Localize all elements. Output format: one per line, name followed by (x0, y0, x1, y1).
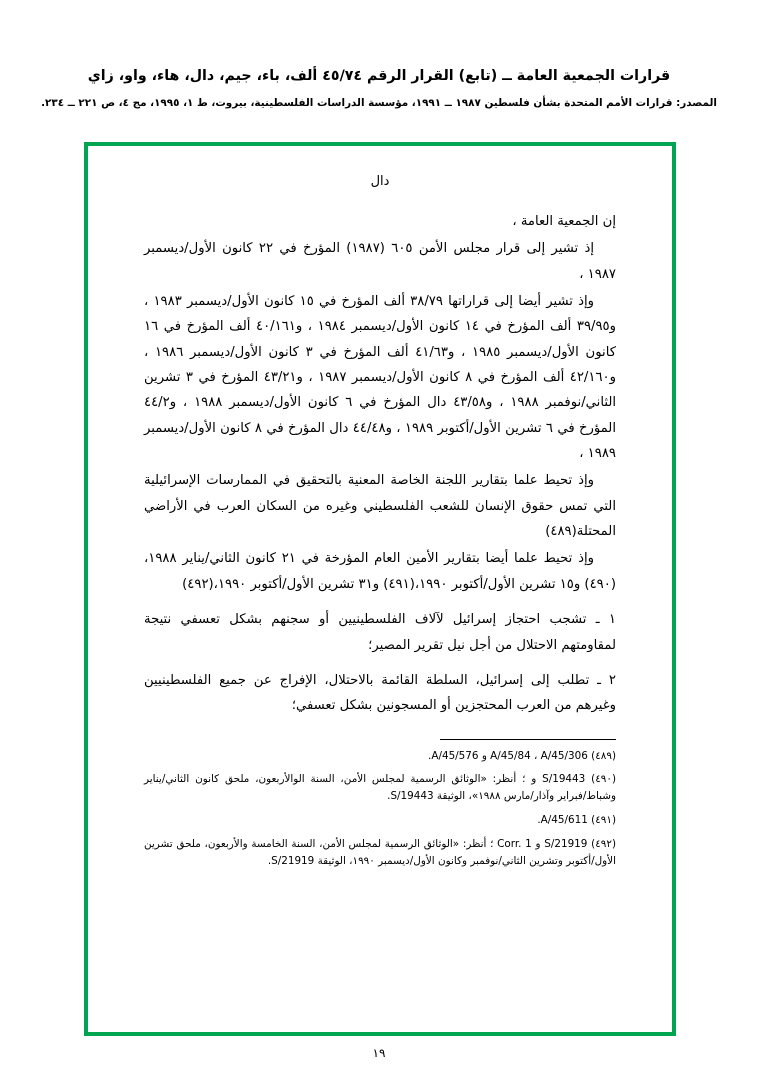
document-source-line: المصدر: قرارات الأمم المتحدة بشأن فلسطين ١٩٨٧ ــ ١٩٩١، مؤسسة الدراسات الفلسطينية، بيروت، ط ١، ١٩٩٥، مج ٤، ص ٢٢١ ــ ٢٣٤. (41, 97, 717, 110)
numbered-item-1: ١ ـ تشجب احتجاز إسرائيل لآلاف الفلسطينيين أو سجنهم بشكل تعسفي نتيجة لمقاومتهم الاحتلال من أجل نيل تقرير المصير؛ (144, 612, 616, 653)
footnotes-block (144, 748, 616, 870)
paragraph-note-committee-reports: وإذ تحيط علما بتقارير اللجنة الخاصة المعنية بالتحقيق في الممارسات الإسرائيلية التي تمس حقوق الإنسان للشعب الفلسطيني وغيره من السكان العرب في الأراضي المحتلة(٤٨٩) (144, 473, 616, 540)
footnote-492: (٤٩٢) S/21919 و Corr. 1 ؛ أنظر: «الوثائق الرسمية لمجلس الأمن، السنة الخامسة والأربعون، ملحق تشرين الأول/أكتوبر وتشرين الثاني/نوفمبر وكانون الأول/ديسمبر ١٩٩٠، الوثيقة S/21919. (144, 837, 616, 867)
paragraph-assembly: إن الجمعية العامة ، (512, 214, 616, 229)
document-header (0, 0, 758, 112)
section-letter-heading: دال (370, 174, 390, 189)
footnote-separator-rule (440, 739, 616, 740)
frame-inner-content (88, 146, 672, 1032)
paragraph-note-secretary-general-reports: وإذ تحيط علما أيضا بتقارير الأمين العام المؤرخة في ٢١ كانون الثاني/يناير ١٩٨٨،(٤٩٠) و١٥ تشرين الأول/أكتوبر ١٩٩٠،(٤٩١) و٣١ تشرين الأول/أكتوبر ١٩٩٠،(٤٩٢) (144, 551, 616, 592)
footnote-490: (٤٩٠) S/19443 و ؛ أنظر: «الوثائق الرسمية لمجلس الأمن، السنة الوالأربعون، ملحق كانون الثاني/يناير وشباط/فبراير وآذار/مارس ١٩٨٨»، الوثيقة S/19443. (144, 773, 616, 803)
footnote-489: (٤٨٩) A/45/84 ، A/45/306 و A/45/576. (428, 749, 616, 762)
paragraph-recall-605: إذ تشير إلى قرار مجلس الأمن ٦٠٥ (١٩٨٧) المؤرخ في ٢٢ كانون الأول/ديسمبر ١٩٨٧ ، (144, 241, 616, 282)
green-bordered-content-frame (84, 142, 676, 1036)
numbered-item-2: ٢ ـ تطلب إلى إسرائيل، السلطة القائمة بالاحتلال، الإفراج عن جميع الفلسطينيين وغيرهم من العرب المحتجزين أو المسجونين بشكل تعسفي؛ (144, 672, 616, 714)
paragraph-recall-resolutions: وإذ تشير أيضا إلى قراراتها ٣٨/٧٩ ألف المؤرخ في ١٥ كانون الأول/ديسمبر ١٩٨٣ ، و٣٩/٩٥ ألف المؤرخ في ١٤ كانون الأول/ديسمبر ١٩٨٤ ، و٤٠/١٦١ ألف المؤرخ في ١٦ كانون الأول/ديسمبر ١٩٨٥ ، و٤١/٦٣ ألف المؤرخ في ٣ كانون الأول/ديسمبر ١٩٨٦ ، و٤٢/١٦٠ ألف المؤرخ في ٨ كانون الأول/ديسمبر ١٩٨٧ ، و٤٣/٢١ المؤرخ في ٣ تشرين الثاني/نوفمبر ١٩٨٨ ، و٤٣/٥٨ دال المؤرخ في ٦ كانون الأول/ديسمبر ١٩٨٨ ، و٤٤/٢ المؤرخ في ٦ تشرين الأول/أكتوبر ١٩٨٩ ، و٤٤/٤٨ دال المؤرخ في ٨ كانون الأول/ديسمبر ١٩٨٩ ، (144, 294, 617, 462)
footnote-491: (٤٩١) A/45/611. (537, 814, 616, 827)
page-title: قرارات الجمعية العامة ــ (تابع) القرار الرقم ٤٥/٧٤ ألف، باء، جيم، دال، هاء، واو، زاي (87, 68, 671, 84)
page-number: ١٩ (372, 1046, 386, 1060)
